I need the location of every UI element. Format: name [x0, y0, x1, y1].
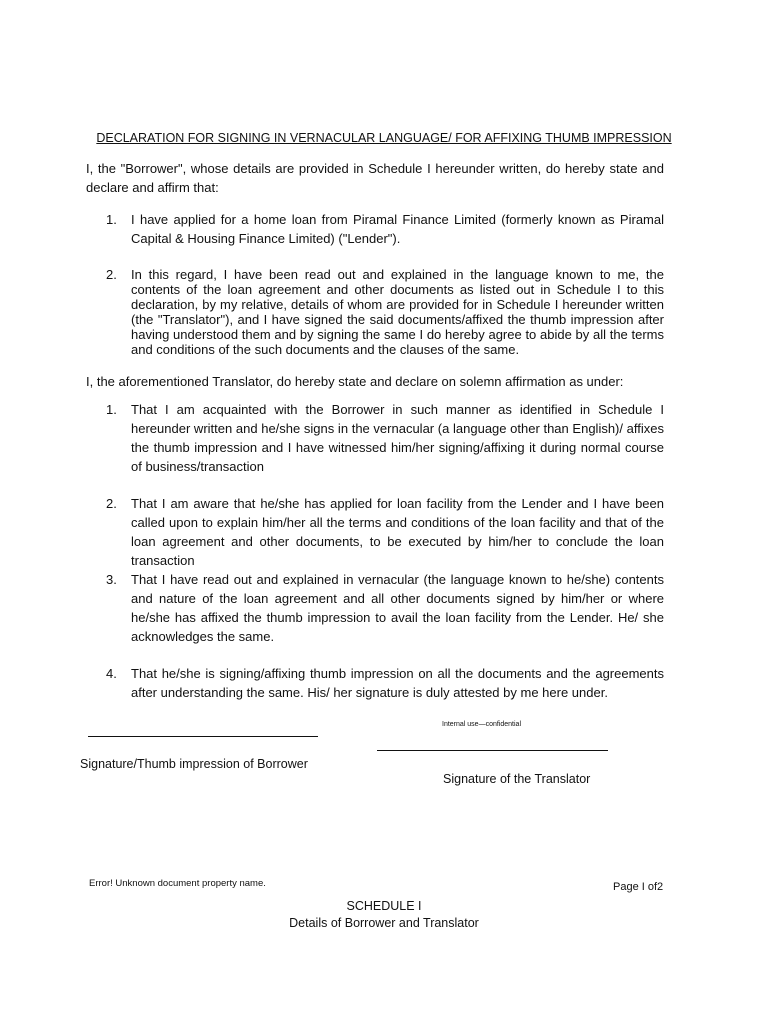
list-number: 1. — [106, 212, 117, 227]
borrower-signature-label: Signature/Thumb impression of Borrower — [80, 757, 308, 771]
footer-error-text: Error! Unknown document property name. — [89, 878, 266, 889]
list-number: 2. — [106, 496, 117, 511]
schedule-subtitle: Details of Borrower and Translator — [289, 916, 479, 930]
translator-intro: I, the aforementioned Translator, do hereby state and declare on solemn affirmation as under: — [86, 374, 624, 389]
page-number: Page I of2 — [613, 881, 664, 893]
list-text: That he/she is signing/affixing thumb impression on all the documents and the agreements after understanding the same. His/ her signature is duly attested by me here under. — [131, 666, 664, 700]
borrower-signature-line — [88, 736, 318, 737]
schedule-title: SCHEDULE I — [346, 899, 422, 913]
translator-signature-line — [377, 750, 608, 751]
list-number: 3. — [106, 572, 117, 587]
list-text: That I am acquainted with the Borrower in such manner as identified in Schedule I hereunder written and he/she signs in the vernacular (a language other than English)/ affixes the thumb impression and I have witnessed him/her signing/affixing it during normal course of business/transaction — [131, 402, 664, 474]
borrower-intro: I, the "Borrower", whose details are provided in Schedule I hereunder written, do hereby state and declare and affirm that: — [86, 161, 664, 195]
document-title: DECLARATION FOR SIGNING IN VERNACULAR LANGUAGE/ FOR AFFIXING THUMB IMPRESSION — [96, 131, 672, 145]
list-number: 2. — [106, 267, 117, 282]
classification-label: Internal use—confidential — [442, 721, 521, 728]
list-text: I have applied for a home loan from Piramal Finance Limited (formerly known as Piramal Capital & Housing Finance Limited) ("Lender"). — [131, 212, 664, 246]
list-number: 4. — [106, 666, 117, 681]
list-text: In this regard, I have been read out and explained in the language known to me, the contents of the loan agreement and other documents as listed out in Schedule I to this declaration, by my relative, details of whom are provided for in Schedule I hereunder written (the "Translator"), and I have signed the said documents/affixed the thumb impression after having understood them and by signing the same I do hereby agree to abide by all the terms and conditions of the such documents and the clauses of the same. — [131, 267, 664, 357]
list-text: That I am aware that he/she has applied for loan facility from the Lender and I have been called upon to explain him/her all the terms and conditions of the loan facility and that of the loan agreement and other documents, to be executed by him/her to conclude the loan transaction — [131, 496, 664, 568]
list-number: 1. — [106, 402, 117, 417]
list-text: That I have read out and explained in vernacular (the language known to he/she) contents and nature of the loan agreement and all other documents signed by him/her or where he/she has affixed the thumb impression to avail the loan facility from the Lender. He/ she acknowledges the same. — [131, 572, 664, 644]
translator-signature-label: Signature of the Translator — [443, 772, 591, 786]
